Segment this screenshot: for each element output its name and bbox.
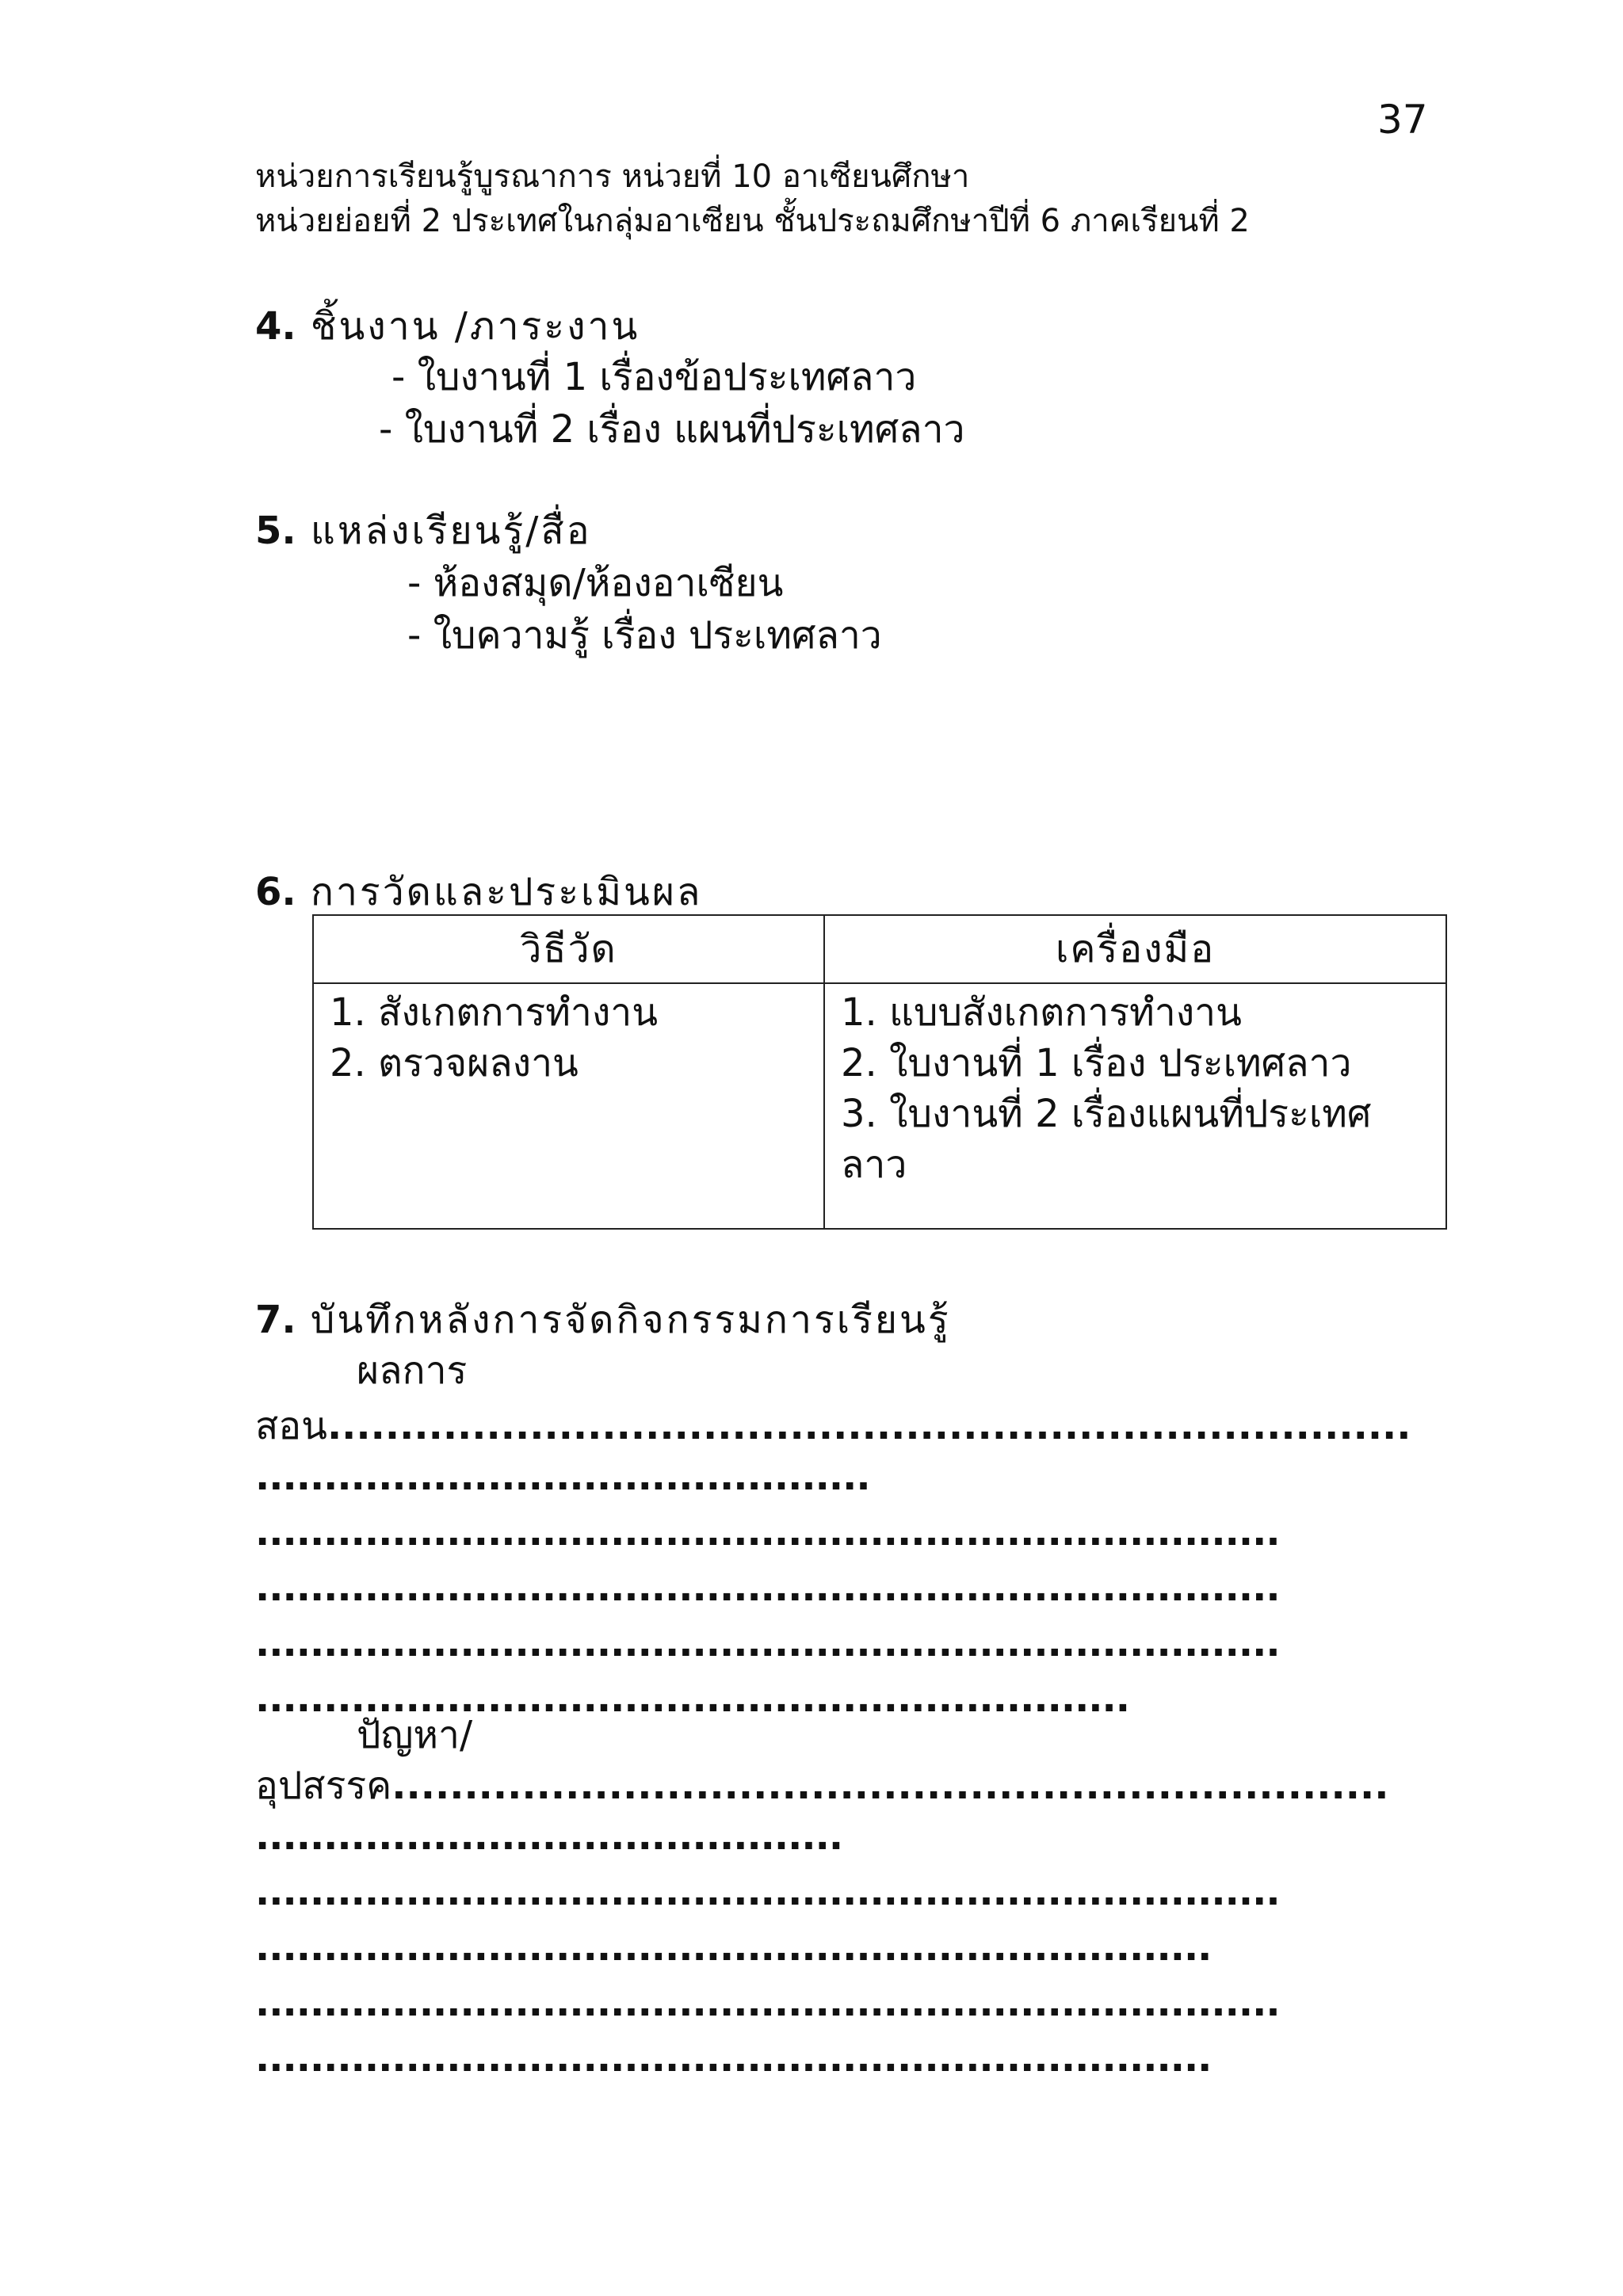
section5-title: แหล่งเรียนรู้/สื่อ	[310, 509, 592, 553]
section4-title: ชิ้นงาน /ภาระงาน	[310, 304, 640, 349]
table-header-row	[313, 915, 1446, 983]
blank-dots: ...........................................................................	[255, 1566, 1280, 1610]
blank-dots: ...........................................................................	[255, 1510, 1280, 1554]
page-number: 37	[1377, 97, 1428, 143]
method-item: 1. สังเกตการทำงาน	[330, 990, 659, 1035]
methods-cell	[313, 983, 824, 1229]
result-prefix-line	[255, 1396, 1411, 1456]
section4-number: 4.	[255, 304, 296, 349]
tool-item: 1. แบบสังเกตการทำงาน	[841, 990, 1242, 1035]
tool-item: 3. ใบงานที่ 2 เรื่องแผนที่ประเทศ	[841, 1092, 1372, 1136]
section5-item-1: - ห้องสมุด/ห้องอาเซียน	[407, 561, 784, 605]
blank-dots: ...........................................................................	[255, 1870, 1280, 1914]
section6-number: 6.	[255, 870, 296, 914]
section7-number: 7.	[255, 1298, 296, 1342]
problem-prefix-line	[255, 1756, 1388, 1816]
tools-cell	[824, 983, 1446, 1229]
result-prefix: สอน	[255, 1404, 327, 1448]
section6-title: การวัดและประเมินผล	[310, 870, 703, 914]
method-item: 2. ตรวจผลงาน	[330, 1041, 579, 1085]
problem-prefix: อุปสรรค	[255, 1764, 392, 1808]
section6-heading	[255, 862, 702, 922]
blank-dots: ...........................................................................	[255, 1981, 1280, 2025]
section5-heading	[255, 501, 592, 561]
table-row	[313, 983, 1446, 1229]
blank-dots: ......................................................................	[255, 2036, 1212, 2081]
section4-item-2: - ใบงานที่ 2 เรื่อง แผนที่ประเทศลาว	[379, 407, 965, 452]
blank-dots: ...........................................................................	[255, 1621, 1280, 1665]
problem-label: ปัญหา/	[357, 1713, 473, 1757]
result-label: ผลการ	[357, 1348, 468, 1393]
evaluation-table	[312, 914, 1447, 1230]
blank-dots: ................................................................	[255, 1676, 1129, 1721]
blank-dots: ...........................................................................	[327, 1404, 1411, 1448]
tool-item: ลาว	[841, 1142, 907, 1187]
blank-dots: ......................................................................	[255, 1925, 1212, 1970]
subunit-title: หน่วยย่อยที่ 2 ประเทศในกลุ่มอาเซียน ชั้นประถมศึกษาปีที่ 6 ภาคเรียนที่ 2	[255, 203, 1250, 239]
blank-dots: .............................................	[255, 1455, 870, 1499]
blank-dots: .....................................................................	[391, 1764, 1389, 1808]
column-header-tool: เครื่องมือ	[824, 915, 1446, 983]
column-header-method: วิธีวัด	[313, 915, 824, 983]
section5-item-2: - ใบความรู้ เรื่อง ประเทศลาว	[407, 613, 882, 658]
section4-item-1: - ใบงานที่ 1 เรื่องข้อประเทศลาว	[391, 355, 917, 399]
section5-number: 5.	[255, 509, 296, 553]
blank-dots: ...........................................	[255, 1814, 843, 1859]
section7-title: บันทึกหลังการจัดกิจกรรมการเรียนรู้	[310, 1298, 951, 1342]
unit-title: หน่วยการเรียนรู้บูรณาการ หน่วยที่ 10 อาเซียนศึกษา	[255, 158, 970, 195]
tool-item: 2. ใบงานที่ 1 เรื่อง ประเทศลาว	[841, 1041, 1352, 1085]
